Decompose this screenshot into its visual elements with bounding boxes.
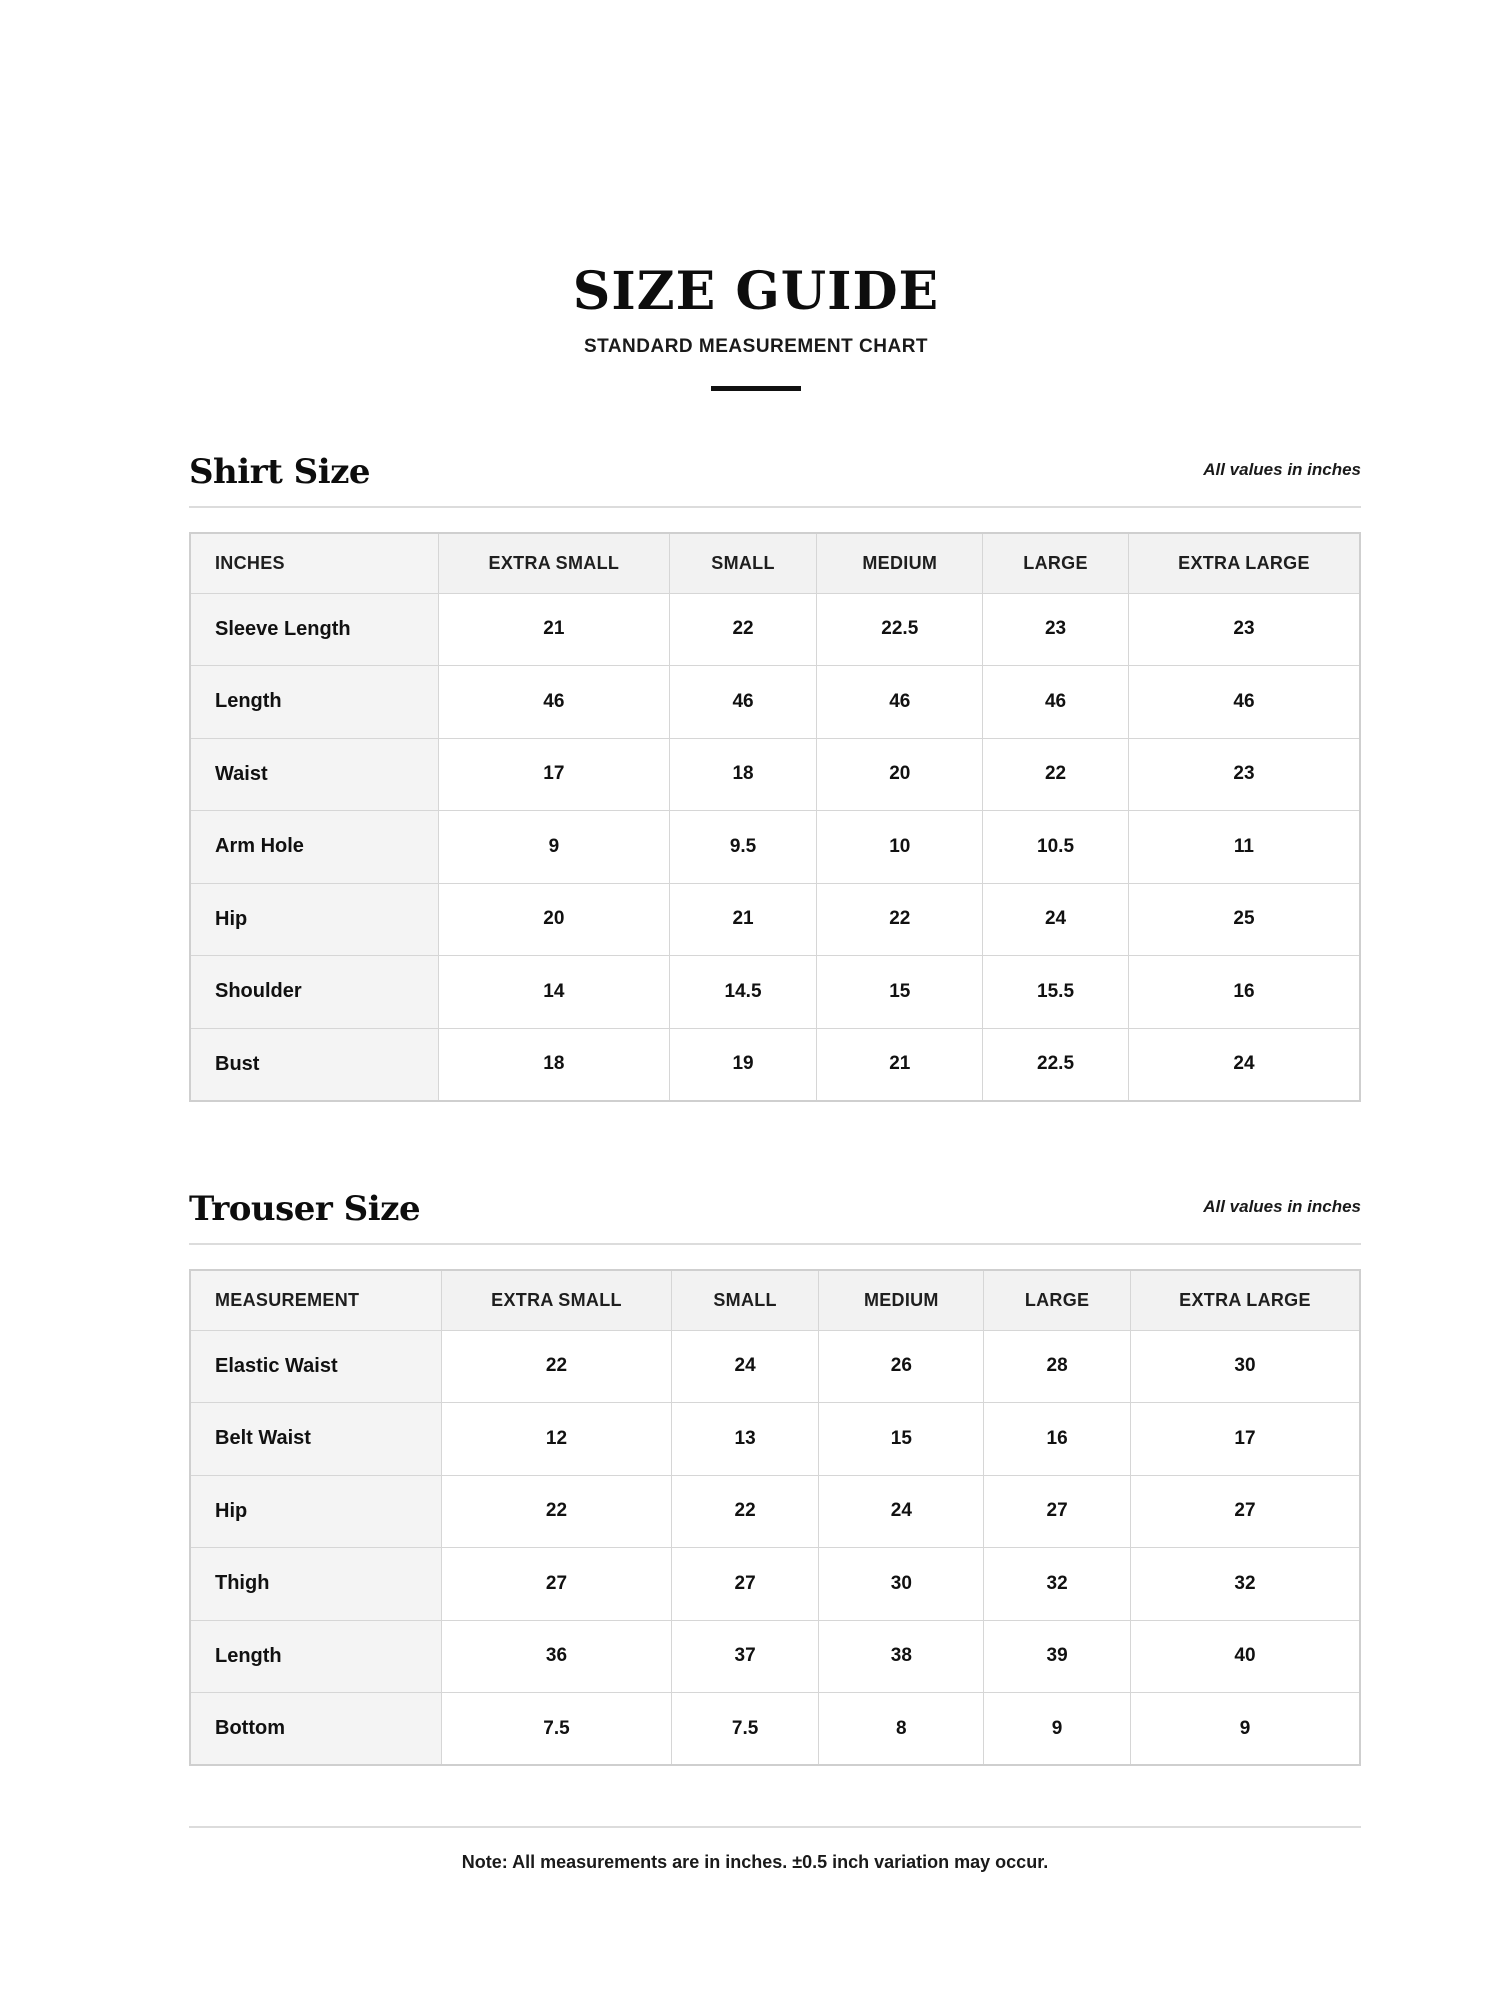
table-cell: 20 xyxy=(817,738,983,811)
trouser-section-header xyxy=(189,1189,1361,1245)
table-cell: 7.5 xyxy=(442,1693,672,1766)
row-label: Waist xyxy=(190,738,439,811)
table-cell: 24 xyxy=(1128,1028,1360,1101)
table-cell: 9 xyxy=(1130,1693,1360,1766)
trouser-section-title: Trouser Size xyxy=(189,1189,421,1229)
table-cell: 15 xyxy=(817,956,983,1029)
row-label: Sleeve Length xyxy=(190,593,439,666)
table-cell: 21 xyxy=(439,593,670,666)
table-cell: 19 xyxy=(669,1028,817,1101)
column-header: EXTRA SMALL xyxy=(439,533,670,593)
column-header: LARGE xyxy=(983,533,1129,593)
table-cell: 36 xyxy=(442,1620,672,1693)
table-cell: 22 xyxy=(817,883,983,956)
table-row xyxy=(190,811,1360,884)
table-cell: 32 xyxy=(1130,1548,1360,1621)
table-cell: 9 xyxy=(439,811,670,884)
row-label: Belt Waist xyxy=(190,1403,442,1476)
trouser-size-section xyxy=(189,1189,1361,1766)
table-cell: 27 xyxy=(1130,1475,1360,1548)
table-cell: 12 xyxy=(442,1403,672,1476)
table-cell: 46 xyxy=(817,666,983,739)
table-row xyxy=(190,666,1360,739)
footer-divider xyxy=(189,1826,1361,1828)
table-cell: 23 xyxy=(1128,593,1360,666)
table-cell: 22 xyxy=(442,1475,672,1548)
table-cell: 14 xyxy=(439,956,670,1029)
table-cell: 40 xyxy=(1130,1620,1360,1693)
table-cell: 26 xyxy=(819,1330,984,1403)
shirt-size-section xyxy=(189,452,1361,1102)
table-cell: 24 xyxy=(671,1330,819,1403)
column-header: SMALL xyxy=(669,533,817,593)
table-cell: 17 xyxy=(439,738,670,811)
table-cell: 28 xyxy=(984,1330,1131,1403)
table-cell: 15.5 xyxy=(983,956,1129,1029)
column-header: SMALL xyxy=(671,1270,819,1330)
table-cell: 23 xyxy=(983,593,1129,666)
table-row xyxy=(190,883,1360,956)
page-header xyxy=(0,262,1500,391)
table-cell: 21 xyxy=(669,883,817,956)
row-label: Arm Hole xyxy=(190,811,439,884)
column-header: EXTRA LARGE xyxy=(1128,533,1360,593)
table-row xyxy=(190,956,1360,1029)
table-cell: 13 xyxy=(671,1403,819,1476)
table-cell: 30 xyxy=(1130,1330,1360,1403)
shirt-size-table xyxy=(189,532,1361,1102)
table-cell: 37 xyxy=(671,1620,819,1693)
column-header: MEASUREMENT xyxy=(190,1270,442,1330)
row-label: Hip xyxy=(190,1475,442,1548)
table-cell: 15 xyxy=(819,1403,984,1476)
row-label: Hip xyxy=(190,883,439,956)
table-cell: 24 xyxy=(819,1475,984,1548)
table-cell: 22 xyxy=(671,1475,819,1548)
table-cell: 8 xyxy=(819,1693,984,1766)
shirt-units-note: All values in inches xyxy=(1203,460,1361,479)
page-title: SIZE GUIDE xyxy=(572,261,940,322)
table-cell: 46 xyxy=(983,666,1129,739)
table-cell: 21 xyxy=(817,1028,983,1101)
table-cell: 16 xyxy=(984,1403,1131,1476)
table-cell: 46 xyxy=(439,666,670,739)
table-cell: 30 xyxy=(819,1548,984,1621)
shirt-section-header xyxy=(189,452,1361,508)
table-cell: 22 xyxy=(669,593,817,666)
table-header-row xyxy=(190,533,1360,593)
table-cell: 38 xyxy=(819,1620,984,1693)
row-label: Bust xyxy=(190,1028,439,1101)
column-header: INCHES xyxy=(190,533,439,593)
table-row xyxy=(190,738,1360,811)
footer-note: Note: All measurements are in inches. ±0.5 inch variation may occur. xyxy=(461,1852,1049,1872)
table-cell: 20 xyxy=(439,883,670,956)
title-divider xyxy=(711,386,801,391)
table-cell: 39 xyxy=(984,1620,1131,1693)
table-cell: 32 xyxy=(984,1548,1131,1621)
column-header: MEDIUM xyxy=(819,1270,984,1330)
table-row xyxy=(190,1693,1360,1766)
column-header: EXTRA SMALL xyxy=(442,1270,672,1330)
table-row xyxy=(190,1028,1360,1101)
table-row xyxy=(190,1330,1360,1403)
table-cell: 10.5 xyxy=(983,811,1129,884)
table-cell: 22 xyxy=(983,738,1129,811)
shirt-section-title: Shirt Size xyxy=(189,452,371,492)
trouser-size-table xyxy=(189,1269,1361,1766)
table-cell: 7.5 xyxy=(671,1693,819,1766)
table-cell: 22 xyxy=(442,1330,672,1403)
table-row xyxy=(190,1548,1360,1621)
table-cell: 27 xyxy=(984,1475,1131,1548)
table-cell: 46 xyxy=(669,666,817,739)
table-cell: 14.5 xyxy=(669,956,817,1029)
table-row xyxy=(190,1403,1360,1476)
table-cell: 22.5 xyxy=(983,1028,1129,1101)
column-header: LARGE xyxy=(984,1270,1131,1330)
table-cell: 9 xyxy=(984,1693,1131,1766)
table-cell: 23 xyxy=(1128,738,1360,811)
row-label: Shoulder xyxy=(190,956,439,1029)
table-cell: 11 xyxy=(1128,811,1360,884)
column-header: EXTRA LARGE xyxy=(1130,1270,1360,1330)
column-header: MEDIUM xyxy=(817,533,983,593)
table-cell: 18 xyxy=(669,738,817,811)
table-cell: 10 xyxy=(817,811,983,884)
row-label: Length xyxy=(190,1620,442,1693)
table-cell: 17 xyxy=(1130,1403,1360,1476)
table-cell: 16 xyxy=(1128,956,1360,1029)
table-cell: 24 xyxy=(983,883,1129,956)
table-header-row xyxy=(190,1270,1360,1330)
table-row xyxy=(190,1475,1360,1548)
table-cell: 25 xyxy=(1128,883,1360,956)
page-subtitle: STANDARD MEASUREMENT CHART xyxy=(583,336,929,357)
row-label: Bottom xyxy=(190,1693,442,1766)
table-cell: 18 xyxy=(439,1028,670,1101)
table-cell: 46 xyxy=(1128,666,1360,739)
row-label: Elastic Waist xyxy=(190,1330,442,1403)
table-cell: 9.5 xyxy=(669,811,817,884)
table-cell: 27 xyxy=(442,1548,672,1621)
row-label: Thigh xyxy=(190,1548,442,1621)
table-cell: 22.5 xyxy=(817,593,983,666)
trouser-units-note: All values in inches xyxy=(1203,1197,1361,1216)
table-row xyxy=(190,593,1360,666)
table-row xyxy=(190,1620,1360,1693)
table-cell: 27 xyxy=(671,1548,819,1621)
row-label: Length xyxy=(190,666,439,739)
